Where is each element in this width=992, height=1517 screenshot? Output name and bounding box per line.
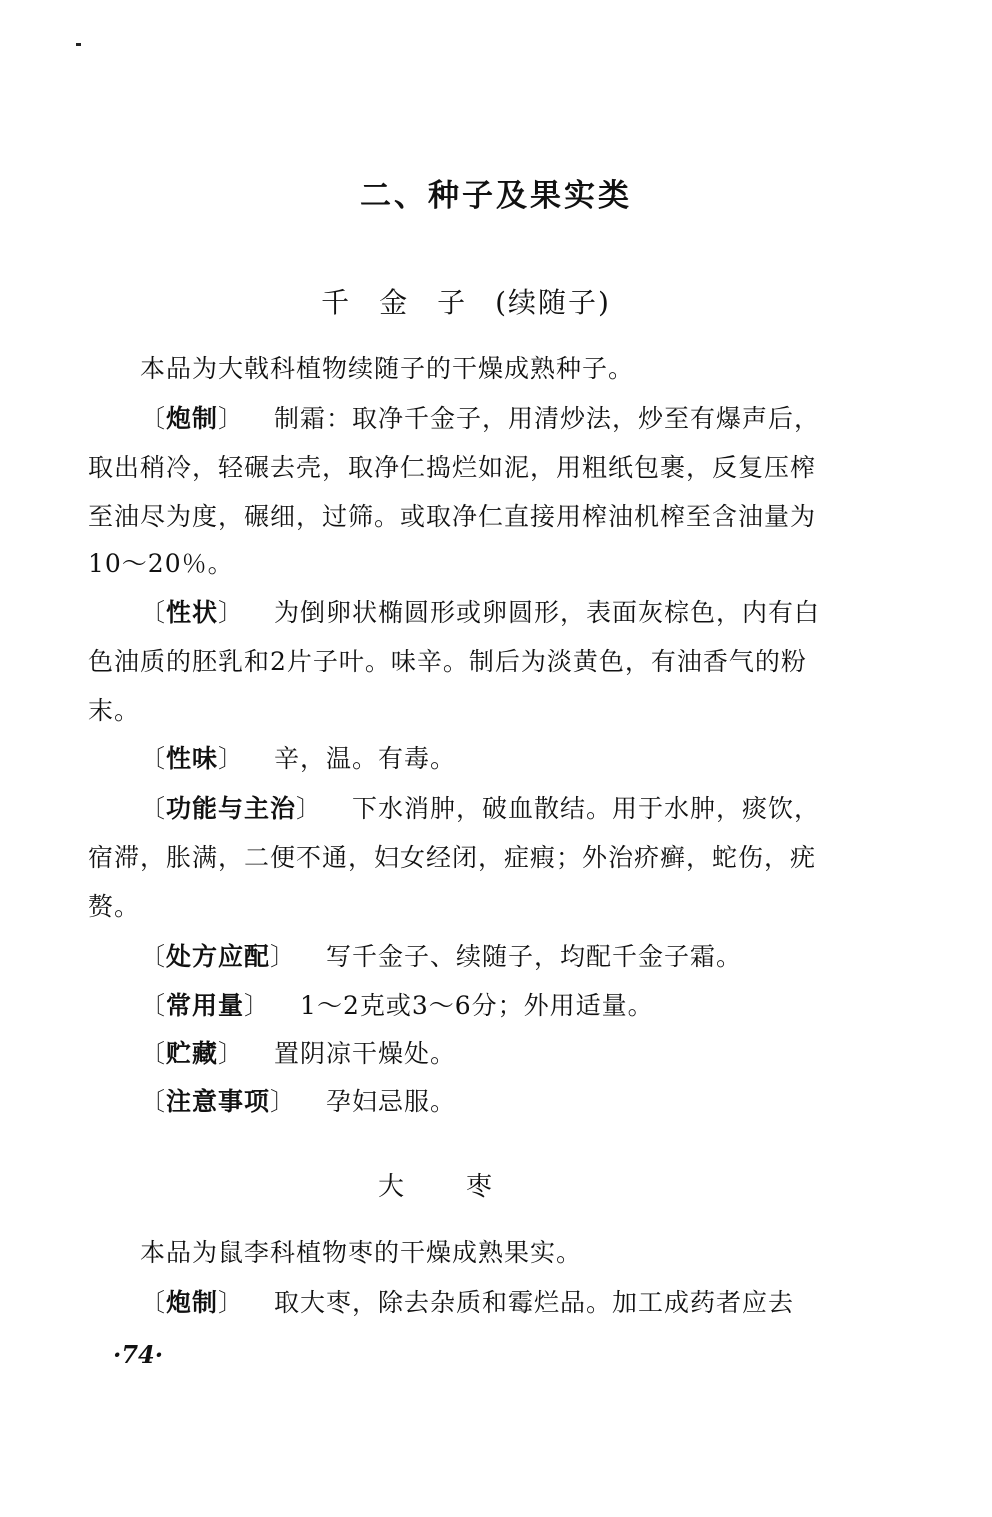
entry1-processing-line-3: 至油尽为度，碾细，过筛。或取净仁直接用榨油机榨至含油量为 (88, 502, 817, 531)
entry1-prescription-label: 处方应配 (166, 942, 271, 971)
entry1-dosage-line: 〔常用量〕 1～2克或3～6分；外用适量。 (140, 991, 654, 1020)
entry1-properties-line-2: 色油质的胚乳和2片子叶。味辛。制后为淡黄色，有油香气的粉 (88, 647, 807, 676)
entry1-properties-line-1: 〔性状〕 为倒卵状椭圆形或卵圆形，表面灰棕色，内有白 (140, 598, 821, 627)
entry1-dosage-text: 1～2克或3～6分；外用适量。 (300, 991, 654, 1020)
entry1-prescription-text: 写千金子、续随子，均配千金子霜。 (326, 942, 743, 971)
scan-speck (76, 43, 81, 46)
entry1-properties-line-3: 末。 (88, 696, 141, 725)
entry1-intro: 本品为大戟科植物续随子的干燥成熟种子。 (140, 354, 635, 383)
entry2-processing-text: 取大枣，除去杂质和霉烂品。加工成药者应去 (274, 1288, 795, 1317)
entry1-storage-text: 置阴凉干燥处。 (274, 1039, 457, 1068)
entry1-prescription-line: 〔处方应配〕 写千金子、续随子，均配千金子霜。 (140, 942, 743, 971)
entry1-title-main: 千金子 (321, 286, 496, 319)
entry2-title (0, 1166, 932, 1203)
entry1-function-text-1: 下水消肿，破血散结。用于水肿，痰饮， (352, 794, 821, 823)
entry1-caution-text: 孕妇忌服。 (326, 1087, 457, 1116)
entry1-title (0, 281, 932, 321)
entry1-function-line-2: 宿滞，胀满，二便不通，妇女经闭，症瘕；外治疥癣，蛇伤，疣 (88, 843, 817, 872)
entry1-nature-line: 〔性味〕 辛，温。有毒。 (140, 744, 457, 773)
entry2-processing-line: 〔炮制〕 取大枣，除去杂质和霉烂品。加工成药者应去 (140, 1288, 795, 1317)
entry1-caution-label: 注意事项 (166, 1087, 271, 1116)
entry1-function-line-3: 赘。 (88, 892, 141, 921)
entry1-dosage-label: 常用量 (166, 991, 245, 1020)
entry1-processing-line-4: 10～20％。 (88, 549, 234, 578)
entry2-title-text: 大枣 (377, 1172, 554, 1202)
section-title: 二、种子及果实类 (360, 178, 632, 214)
entry2-intro: 本品为鼠李科植物枣的干燥成熟果实。 (140, 1238, 583, 1267)
entry1-nature-label: 性味 (166, 744, 219, 773)
entry1-storage-label: 贮藏 (166, 1039, 219, 1068)
entry1-processing-line-2: 取出稍冷，轻碾去壳，取净仁捣烂如泥，用粗纸包裹，反复压榨 (88, 453, 817, 482)
entry1-processing-label: 炮制 (166, 404, 219, 433)
entry1-function-line-1: 〔功能与主治〕 下水消肿，破血散结。用于水肿，痰饮， (140, 794, 821, 823)
entry2-processing-label: 炮制 (166, 1288, 219, 1317)
entry1-processing-text-1: 制霜：取净千金子，用清炒法，炒至有爆声后， (274, 404, 821, 433)
entry1-nature-text: 辛，温。有毒。 (274, 744, 457, 773)
entry1-properties-text-1: 为倒卵状椭圆形或卵圆形，表面灰棕色，内有白 (274, 598, 821, 627)
entry1-storage-line: 〔贮藏〕 置阴凉干燥处。 (140, 1039, 457, 1068)
entry1-title-alias: (续随子) (495, 286, 611, 319)
entry1-function-label: 功能与主治 (166, 794, 297, 823)
entry1-processing-line-1: 〔炮制〕 制霜：取净千金子，用清炒法，炒至有爆声后， (140, 404, 821, 433)
entry1-properties-label: 性状 (166, 598, 219, 627)
page-number: ·74· (113, 1340, 164, 1369)
entry1-caution-line: 〔注意事项〕 孕妇忌服。 (140, 1087, 457, 1116)
